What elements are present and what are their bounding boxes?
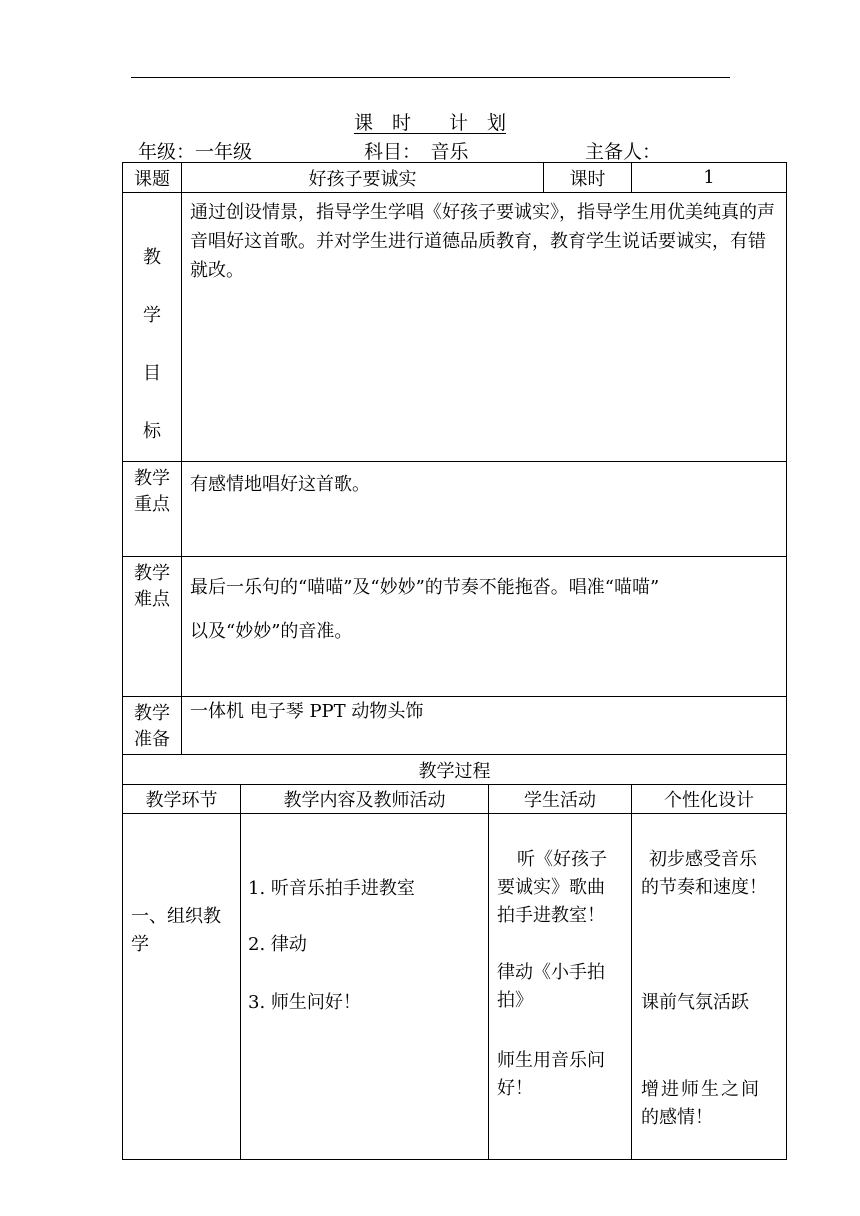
key-points-text: 有感情地唱好这首歌。 bbox=[182, 462, 787, 557]
header-rule bbox=[131, 77, 730, 78]
hours-label: 课时 bbox=[544, 163, 632, 193]
teacher-item: 1. 听音乐拍手进教室 bbox=[248, 878, 415, 899]
process-heading-row bbox=[123, 755, 787, 785]
topic-value: 好孩子要诚实 bbox=[182, 163, 544, 193]
subject-field: 科目： 音乐 bbox=[364, 141, 469, 163]
preparer-field: 主备人： bbox=[585, 141, 662, 163]
preparation-label: 教学 准备 bbox=[123, 697, 182, 755]
preparation-text: 一体机 电子琴 PPT 动物头饰 bbox=[182, 697, 787, 755]
topic-row bbox=[123, 163, 787, 193]
stage-cell bbox=[123, 814, 241, 1160]
objectives-label: 教 学 目 标 bbox=[123, 193, 182, 462]
process-heading: 教学过程 bbox=[123, 755, 787, 785]
process-columns-row bbox=[123, 785, 787, 814]
objectives-row bbox=[123, 193, 787, 462]
design-cell bbox=[632, 814, 787, 1160]
student-block: 律动《小手拍 拍》 bbox=[497, 962, 605, 1011]
design-block: 增进师生之间 的感情！ bbox=[641, 1079, 762, 1128]
student-block: 听《好孩子 要诚实》歌曲 拍手进教室！ bbox=[497, 849, 607, 926]
design-block: 课前气氛活跃 bbox=[641, 992, 750, 1013]
column-stage: 教学环节 bbox=[123, 785, 241, 814]
lesson-plan-table bbox=[122, 162, 787, 1160]
teacher-cell bbox=[241, 814, 489, 1160]
process-body-row bbox=[123, 814, 787, 1160]
teacher-item: 2. 律动 bbox=[248, 934, 307, 955]
student-cell bbox=[489, 814, 632, 1160]
document-title: 课 时 计 划 bbox=[353, 112, 506, 134]
objectives-text: 通过创设情景，指导学生学唱《好孩子要诚实》，指导学生用优美纯真的声音唱好这首歌。并对学生进行道德品质教育，教育学生说话要诚实，有错就改。 bbox=[182, 193, 787, 462]
key-points-row bbox=[123, 462, 787, 557]
difficulties-row bbox=[123, 557, 787, 697]
difficulties-text: 最后一乐句的“喵喵”及“妙妙”的节奏不能拖沓。唱准“喵喵” 以及“妙妙”的音准。 bbox=[182, 557, 787, 697]
stage-line-2: 学 bbox=[131, 934, 149, 955]
difficulties-label: 教学 难点 bbox=[123, 557, 182, 697]
design-block: 初步感受音乐 的节奏和速度！ bbox=[641, 849, 768, 898]
column-design: 个性化设计 bbox=[632, 785, 787, 814]
hours-value: 1 bbox=[632, 163, 787, 193]
grade-field: 年级：一年级 bbox=[138, 141, 253, 163]
topic-label: 课题 bbox=[123, 163, 182, 193]
preparation-row bbox=[123, 697, 787, 755]
stage-line-1: 一、组织教 bbox=[131, 906, 221, 927]
student-block: 师生用音乐问 好！ bbox=[497, 1050, 605, 1099]
key-points-label: 教学 重点 bbox=[123, 462, 182, 557]
teacher-item: 3. 师生问好！ bbox=[248, 992, 361, 1013]
column-student: 学生活动 bbox=[489, 785, 632, 814]
column-teacher: 教学内容及教师活动 bbox=[241, 785, 489, 814]
